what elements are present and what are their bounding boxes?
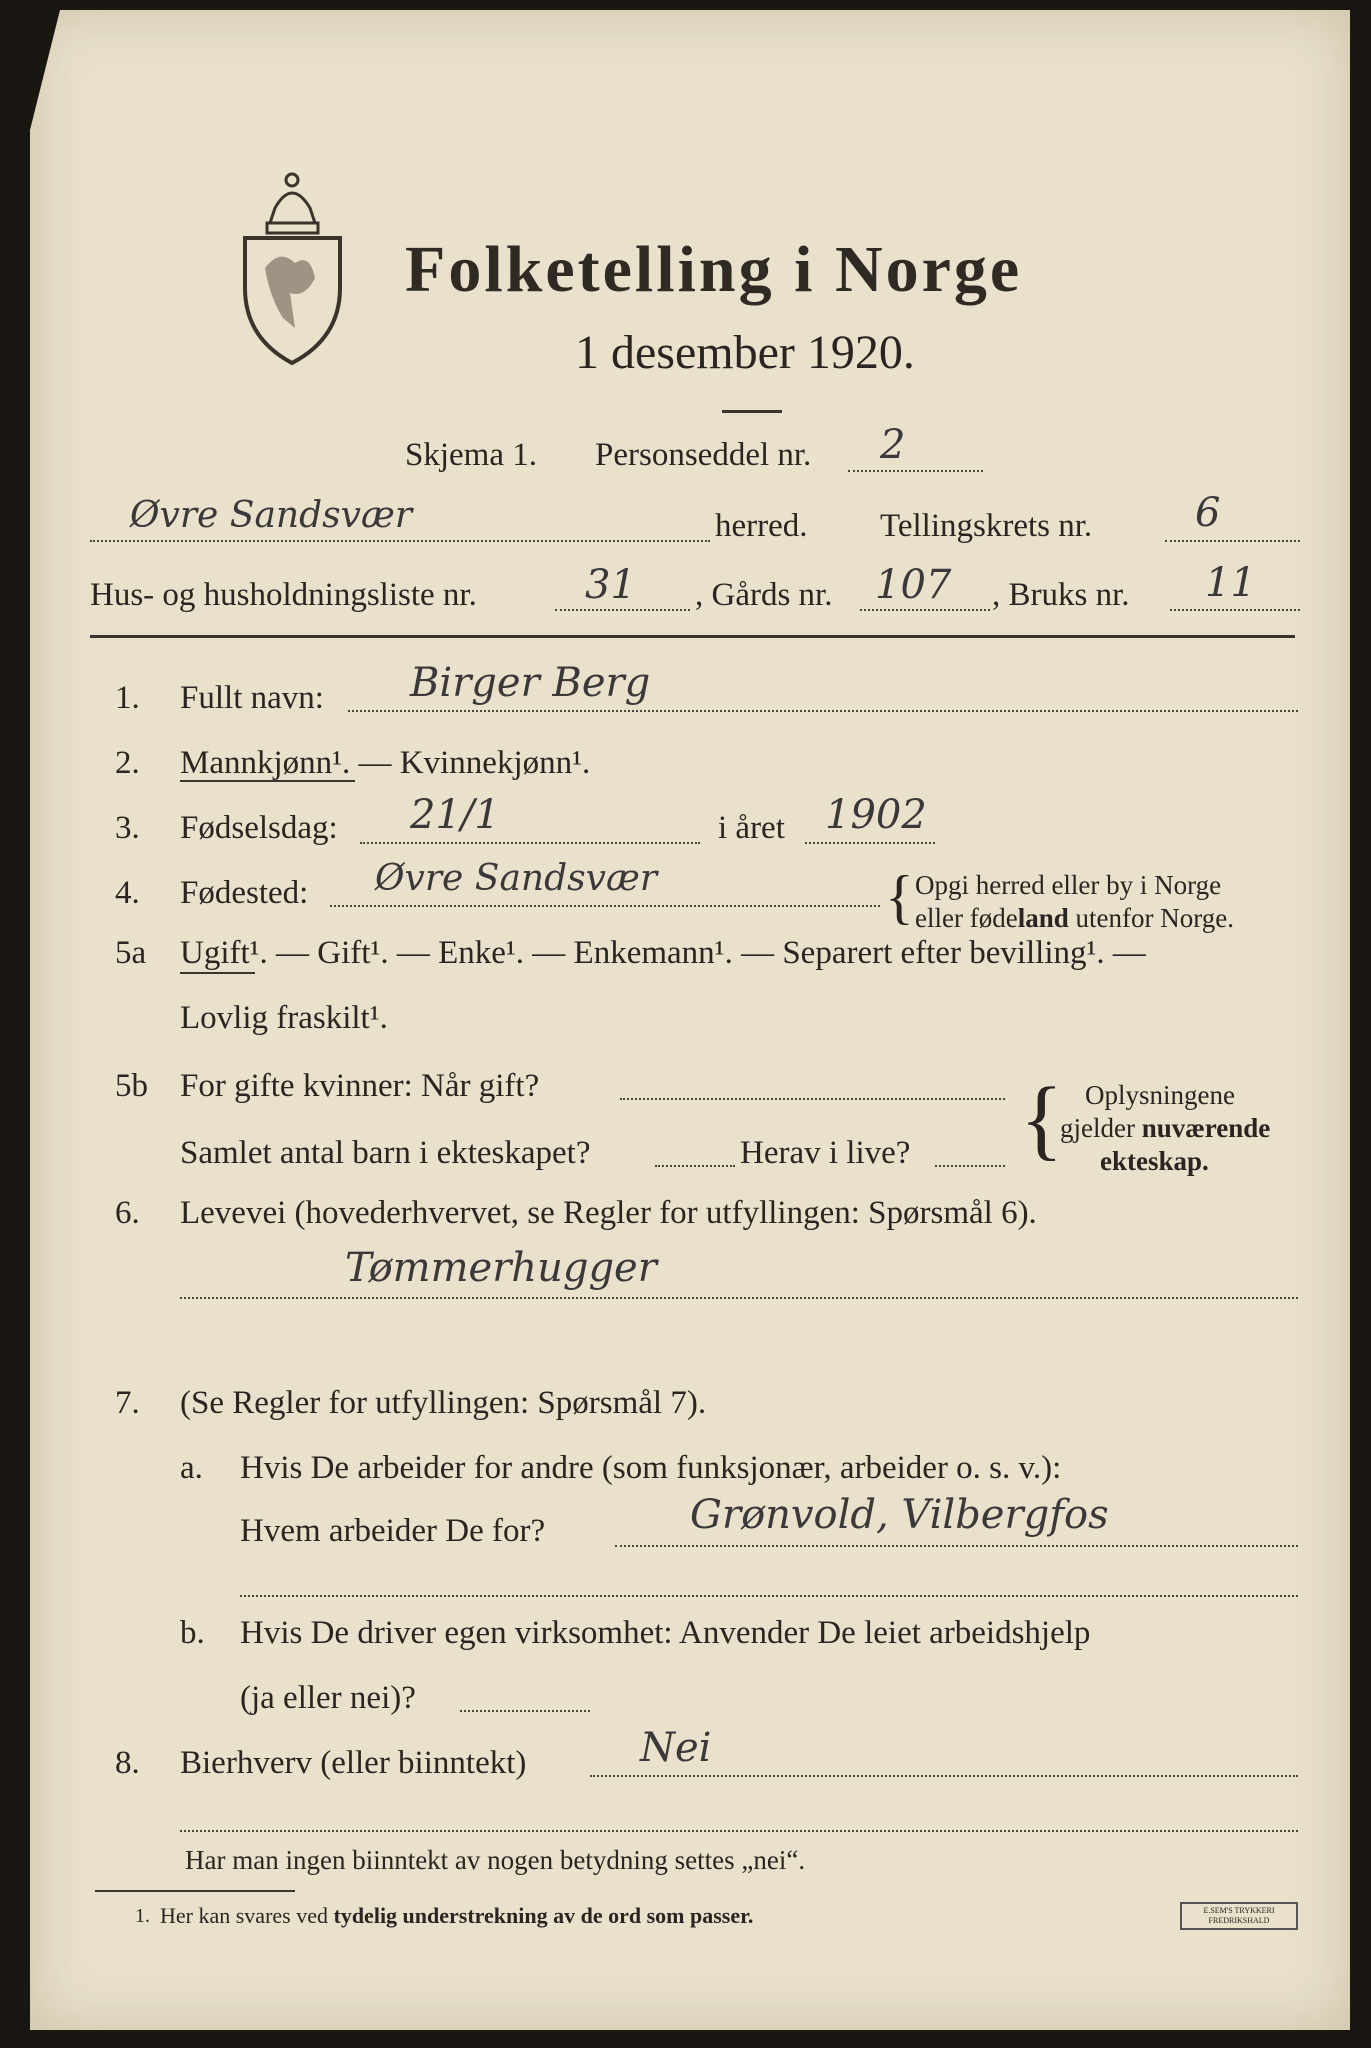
q3-number: 3.	[115, 810, 140, 846]
hus-value: 31	[585, 562, 636, 608]
q3-line	[360, 842, 700, 844]
q5b-married-line	[620, 1098, 1005, 1100]
q7b-line-2: (ja eller nei)?	[240, 1680, 416, 1716]
torn-corner	[30, 10, 60, 130]
gards-value: 107	[875, 562, 952, 608]
q7b-line	[460, 1710, 590, 1712]
bruks-line	[1170, 609, 1300, 611]
tellingskrets-line	[1165, 540, 1300, 542]
q2-text: Mannkjønn¹. — Kvinnekjønn¹.	[180, 745, 591, 781]
q3-value: 21/1	[410, 792, 500, 838]
census-date: 1 desember 1920.	[575, 326, 915, 379]
q5b-children-line	[655, 1165, 735, 1167]
q4-value: Øvre Sandsvær	[375, 858, 658, 899]
bruks-value: 11	[1205, 560, 1256, 606]
q1-value: Birger Berg	[410, 660, 651, 706]
q5b-line-2a: Samlet antal barn i ekteskapet?	[180, 1135, 591, 1171]
q5b-brace: {	[1020, 1070, 1064, 1169]
q5b-note-3: ekteskap.	[1100, 1146, 1209, 1176]
gards-label: , Gårds nr.	[695, 577, 833, 613]
q5b-note-1: Oplysningene	[1085, 1080, 1235, 1110]
hus-line	[555, 609, 690, 611]
q1-line	[348, 710, 1298, 712]
biinntekt-note: Har man ingen biinntekt av nogen betydning settes „nei“.	[185, 1845, 806, 1875]
q7a-line-1: Hvis De arbeider for andre (som funksjonær, arbeider o. s. v.):	[240, 1450, 1062, 1486]
tellingskrets-label: Tellingskrets nr.	[880, 508, 1093, 544]
personseddel-line	[848, 470, 983, 472]
q2-underline	[180, 780, 355, 782]
q6-number: 6.	[115, 1195, 140, 1231]
tellingskrets-value: 6	[1195, 490, 1221, 536]
q8-line	[590, 1775, 1298, 1777]
q5b-line-2b: Herav i live?	[740, 1135, 911, 1171]
q8-extra-line	[180, 1830, 1298, 1832]
hus-label: Hus- og husholdningsliste nr.	[90, 577, 477, 613]
q1-label: Fullt navn:	[180, 680, 324, 716]
personseddel-label: Personseddel nr.	[595, 437, 812, 473]
title-divider	[722, 410, 782, 413]
herred-value: Øvre Sandsvær	[130, 495, 413, 536]
header-divider	[90, 635, 1295, 638]
q3-year-label: i året	[718, 810, 785, 846]
q3-year-line	[805, 842, 935, 844]
gards-line	[860, 609, 990, 611]
herred-label: herred.	[715, 508, 808, 544]
q4-line	[330, 905, 880, 907]
skjema-label: Skjema 1.	[405, 437, 537, 473]
q1-number: 1.	[115, 680, 140, 716]
footnote-number: 1.	[135, 1905, 150, 1927]
q8-label: Bierhverv (eller biinntekt)	[180, 1745, 527, 1781]
q5b-number: 5b	[115, 1068, 148, 1104]
herred-line	[90, 540, 710, 542]
q3-year-value: 1902	[825, 792, 927, 838]
q7b-letter: b.	[180, 1615, 205, 1651]
q7a-line-2: Hvem arbeider De for?	[240, 1513, 546, 1549]
q5b-line-1: For gifte kvinner: Når gift?	[180, 1068, 540, 1104]
q5b-alive-line	[935, 1165, 1005, 1167]
q2-number: 2.	[115, 745, 140, 781]
q7a-extra-line	[240, 1595, 1298, 1597]
q4-number: 4.	[115, 875, 140, 911]
q3-label: Fødselsdag:	[180, 810, 338, 846]
q7-number: 7.	[115, 1385, 140, 1421]
footnote-divider	[95, 1890, 295, 1892]
form-title: Folketelling i Norge	[405, 233, 1023, 306]
q4-note-2: eller fødeland utenfor Norge.	[915, 903, 1234, 933]
q7a-value: Grønvold, Vilbergfos	[690, 1492, 1109, 1538]
q7-text: (Se Regler for utfyllingen: Spørsmål 7).	[180, 1385, 707, 1421]
personseddel-value: 2	[880, 422, 906, 468]
q5a-underline	[180, 972, 255, 974]
q5a-text: Ugift¹. — Gift¹. — Enke¹. — Enkemann¹. — Separert efter bevilling¹. —	[180, 935, 1146, 971]
footnote-text: Her kan svares ved tydelig understrekning av de ord som passer.	[160, 1903, 754, 1928]
q4-note-1: Opgi herred eller by i Norge	[915, 870, 1222, 900]
q5b-note-2: gjelder nuværende	[1060, 1113, 1271, 1143]
q5a-number: 5a	[115, 935, 147, 971]
printer-stamp: E.SEM'S TRYKKERI FREDRIKSHALD	[1180, 1902, 1298, 1930]
q6-line	[180, 1297, 1298, 1299]
bruks-label: , Bruks nr.	[992, 577, 1130, 613]
coat-of-arms-icon	[235, 168, 350, 368]
q8-number: 8.	[115, 1745, 140, 1781]
q4-label: Fødested:	[180, 875, 309, 911]
q6-value: Tømmerhugger	[345, 1245, 657, 1291]
q7b-line-1: Hvis De driver egen virksomhet: Anvender De leiet arbeidshjelp	[240, 1615, 1091, 1651]
q4-brace: {	[885, 864, 914, 930]
q8-value: Nei	[640, 1725, 712, 1771]
q6-text: Levevei (hovederhvervet, se Regler for utfyllingen: Spørsmål 6).	[180, 1195, 1037, 1231]
q5a-text-2: Lovlig fraskilt¹.	[180, 1000, 388, 1036]
q7a-letter: a.	[180, 1450, 203, 1486]
q7a-employer-line	[615, 1545, 1298, 1547]
